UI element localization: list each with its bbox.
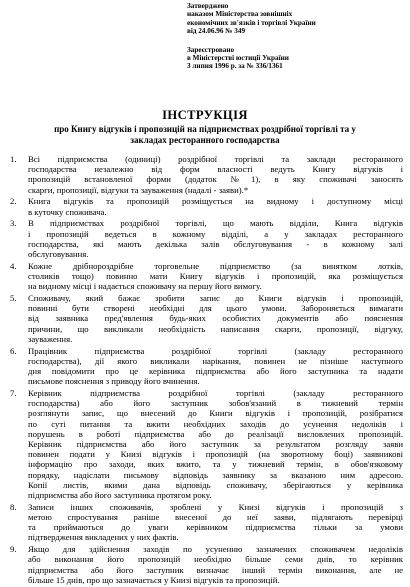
item-text-line: підтвердження викладених у них фактів. <box>28 532 179 543</box>
instruction-item <box>10 196 406 216</box>
item-text-line: інформацію про заходи, яких вжито, та у тижневий термін, в обов'язковому <box>28 459 403 470</box>
item-text-line: повинен подати у Книзі відгуків і пропозицій (на зворотному боці) заявникові <box>28 449 403 460</box>
item-text-line: господарства), дії якого викликали нарікання, повинен не пізніше наступного <box>28 355 403 366</box>
item-text <box>28 218 406 259</box>
registration-line: Зареєстровано <box>187 45 235 54</box>
instruction-list <box>10 154 406 587</box>
item-text-line: підприємства або його заступник визначає інший термін виконання, але не <box>28 564 403 575</box>
approval-stamp-block <box>187 2 405 81</box>
item-text-line: більше 15 днів, про що зазначається у Книзі відгуків та пропозицій. <box>28 574 280 585</box>
item-text-line: Якщо для здійснення заходів по усуненню зазначених споживачем недоліків <box>28 544 403 555</box>
item-text-line: зауваження. <box>28 333 73 344</box>
item-text-line: Працівник підприємства роздрібної торгівлі (закладу ресторанного <box>28 345 403 356</box>
item-text <box>28 544 406 585</box>
instruction-item <box>10 544 406 585</box>
item-text-line: господарства, які мають декілька залів обслуговування - в кожному залі <box>28 238 403 249</box>
item-text-line: Керівник підприємства або його заступник за результатом розгляду заяви <box>28 439 403 450</box>
item-text-line: причини, що викликали необхідність написання скарги, пропозиції, відгуку, <box>28 323 403 334</box>
item-text-line: письмове пояснення з приводу його вчинення. <box>28 376 200 387</box>
instruction-item <box>10 346 406 387</box>
item-text <box>28 261 406 292</box>
item-number: 2. <box>10 196 17 207</box>
document-title: ІНСТРУКЦІЯ <box>162 108 248 122</box>
item-text-line: від заявника пред'явлення будь-яких особистих документів або пояснення <box>28 313 403 324</box>
instruction-item <box>10 293 406 344</box>
item-text-line: і пропозицій ведеться в кожному відділі, а у закладах ресторанного <box>28 228 403 239</box>
item-text-line: Копії листів, якими дана відповідь споживачу, зберігаються у керівника <box>28 479 403 490</box>
item-text-line: Керівник підприємства роздрібної торгівлі (закладу ресторанного <box>28 388 403 399</box>
item-text-line: дня повідомити про це керівника підприємства або його заступника та надати <box>28 366 403 377</box>
item-number: 6. <box>10 345 17 356</box>
item-text-line: Кожне дрібнороздрібне торговельне підприємство (за винятком лотків, <box>28 260 403 271</box>
item-number: 8. <box>10 501 17 512</box>
item-text-line: по суті питання та вжити необхідних заходів до усунення недоліків і <box>28 418 403 429</box>
item-text <box>28 196 406 216</box>
item-number: 1. <box>10 154 17 164</box>
item-number: 3. <box>10 218 17 229</box>
item-text <box>28 293 406 344</box>
item-text-line: Всі підприємства (одиниці) роздрібної торгівлі та заклади ресторанного <box>28 154 403 164</box>
item-text <box>28 502 406 543</box>
approval-line: від 24.06.96 № 349 <box>187 27 246 36</box>
registration-line: в Міністерстві юстиції України <box>187 54 289 63</box>
instruction-item <box>10 261 406 292</box>
item-text-line: підприємства або його заступника протягом року. <box>28 490 212 501</box>
approval-line: наказом Міністерства зовнішніх <box>187 10 293 19</box>
item-text <box>28 388 406 500</box>
item-number: 5. <box>10 293 17 304</box>
registration-line: 3 липня 1996 р. за № 336/1361 <box>187 62 283 71</box>
instruction-item <box>10 388 406 500</box>
item-text <box>28 154 406 195</box>
item-text-line: Записи інших споживачів, зроблені у Книзі відгуків і пропозицій з <box>28 501 403 512</box>
item-text-line: метою спростування раніше внесеної до неї заяви, підлягають перевірці <box>28 512 403 523</box>
item-text-line: господарства незалежно від форм власності ведуть Книгу відгуків і <box>28 164 403 175</box>
item-text-line: Книга відгуків та пропозицій розміщується на видному і доступному місці <box>28 196 403 207</box>
item-text-line: в куточку споживача. <box>28 206 107 217</box>
item-text-line: порядку, надіслати письмову відповідь заявнику за вказаною ним адресою. <box>28 469 403 480</box>
item-number: 4. <box>10 260 17 271</box>
item-text-line: Споживачу, який бажає зробити запис до Книги відгуків і пропозицій, <box>28 293 403 304</box>
subtitle-line: про Книгу відгуків і пропозицій на підприємствах роздрібної торгівлі та у <box>54 124 356 134</box>
approval-line: Затверджено <box>187 2 229 10</box>
item-text-line: обслуговування. <box>28 249 89 260</box>
item-text-line: порушень в роботі підприємства або до реалізації висловлених пропозицій. <box>28 428 403 439</box>
approval-line: економічних зв'язків і торгівлі України <box>187 18 316 27</box>
item-text-line: господарства) або його заступник зобов'язаний в тижневий термін <box>28 398 403 409</box>
instruction-item <box>10 154 406 195</box>
item-text-line: розглянути запис, що внесений до Книги відгуків і пропозицій, розібратися <box>28 408 403 419</box>
instruction-item <box>10 218 406 259</box>
item-text-line: на видному місці і надається споживачу на першу його вимогу. <box>28 281 262 292</box>
item-text <box>28 346 406 387</box>
document-subtitle <box>18 124 392 146</box>
approval-notice <box>187 2 405 36</box>
item-text-line: пропозицій встановленої форми (додаток №1), в яку споживачі заносять <box>28 174 403 185</box>
item-number: 9. <box>10 544 17 555</box>
item-text-line: столиків тощо) повинно мати Книгу відгуків і пропозицій, яка розміщується <box>28 271 403 282</box>
instruction-item <box>10 502 406 543</box>
item-text-line: повинні бути створені необхідні для цього умови. Забороняється вимагати <box>28 303 403 314</box>
item-text-line: скарги, пропозиції, відгуки та зауваження (надалі - заяви).* <box>28 184 249 195</box>
subtitle-line: закладах ресторанного господарства <box>130 134 280 145</box>
item-text-line: В підприємствах роздрібної торгівлі, що мають відділи, Книга відгуків <box>28 218 403 229</box>
item-text-line: та приймаються до уваги керівником підприємства тільки за умови <box>28 522 403 533</box>
item-number: 7. <box>10 388 17 399</box>
item-text-line: або виконання його пропозицій необхідно більше семи днів, то керівник <box>28 554 403 565</box>
registration-notice <box>187 46 405 71</box>
